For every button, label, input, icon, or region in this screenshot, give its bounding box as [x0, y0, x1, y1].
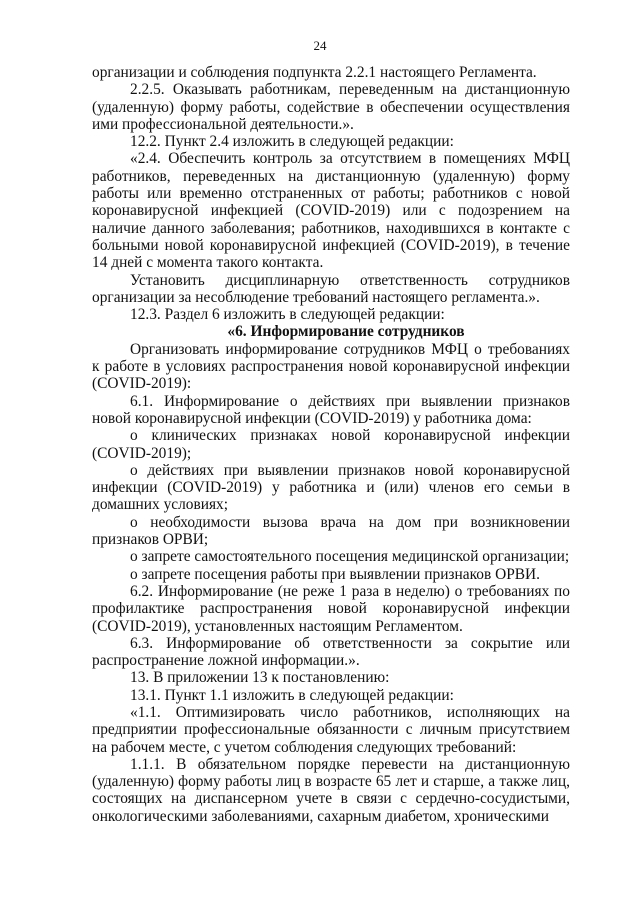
- list-item: о необходимости вызова врача на дом при возникновении признаков ОРВИ;: [92, 513, 570, 549]
- list-item: о запрете самостоятельного посещения медицинской организации;: [130, 548, 570, 566]
- paragraph: «2.4. Обеспечить контроль за отсутствием в помещениях МФЦ работников, переведенных на дистанционную (удаленную) форму работы или временно отстраненных от работы; работников с новой коронавирусной инфекцией (COVID-2019) или с подозрением на наличие данного заболевания; работников, находившихся в контакте с больными новой коронавирусной инфекцией (COVID-2019), в течение 14 дней с момента такого контакта.: [92, 150, 570, 272]
- list-item: о запрете посещения работы при выявлении признаков ОРВИ.: [130, 565, 540, 583]
- paragraph: организации и соблюдения подпункта 2.2.1 настоящего Регламента.: [92, 64, 537, 81]
- document-body: [92, 64, 570, 825]
- paragraph: Установить дисциплинарную ответственность сотрудников организации за несоблюдение требований настоящего регламента.».: [92, 271, 570, 306]
- paragraph: 13.1. Пункт 1.1 изложить в следующей редакции:: [130, 686, 454, 704]
- paragraph: 13. В приложении 13 к постановлению:: [130, 669, 390, 687]
- paragraph: 12.2. Пункт 2.4 изложить в следующей редакции:: [130, 133, 454, 151]
- paragraph: 1.1.1. В обязательном порядке перевести на дистанционную (удаленную) форму работы лиц в возрасте 65 лет и старше, а также лиц, состоящих на диспансерном учете в связи с сердечно-сосудистыми, онкологическими заболеваниями, сахарным диабетом, хроническими: [92, 755, 570, 825]
- paragraph: 6.2. Информирование (не реже 1 раза в неделю) о требованиях по профилактике распространения новой коронавирусной инфекции (COVID-2019), установленных настоящим Регламентом.: [92, 582, 570, 635]
- page-number: 24: [313, 38, 327, 53]
- paragraph: «1.1. Оптимизировать число работников, исполняющих на предприятии профессиональные обязанности с личным присутствием на рабочем месте, с учетом соблюдения следующих требований:: [92, 703, 570, 756]
- list-item: о клинических признаках новой коронавирусной инфекции (COVID-2019);: [92, 427, 570, 462]
- paragraph: 6.3. Информирование об ответственности за сокрытие или распространение ложной информации.».: [92, 634, 570, 670]
- paragraph: 2.2.5. Оказывать работникам, переведенным на дистанционную (удаленную) форму работы, содействие в обеспечении осуществления ими профессиональной деятельности.».: [92, 81, 570, 133]
- list-item: о действиях при выявлении признаков новой коронавирусной инфекции (COVID-2019) у работника и (или) членов его семьи в домашних условиях;: [92, 461, 570, 514]
- section-heading: «6. Информирование сотрудников: [227, 323, 465, 341]
- paragraph: 6.1. Информирование о действиях при выявлении признаков новой коронавирусной инфекции (COVID-2019) у работника дома:: [92, 392, 570, 427]
- paragraph: Организовать информирование сотрудников МФЦ о требованиях к работе в условиях распространения новой коронавирусной инфекции (COVID-2019):: [92, 340, 570, 393]
- paragraph: 12.3. Раздел 6 изложить в следующей редакции:: [130, 306, 445, 324]
